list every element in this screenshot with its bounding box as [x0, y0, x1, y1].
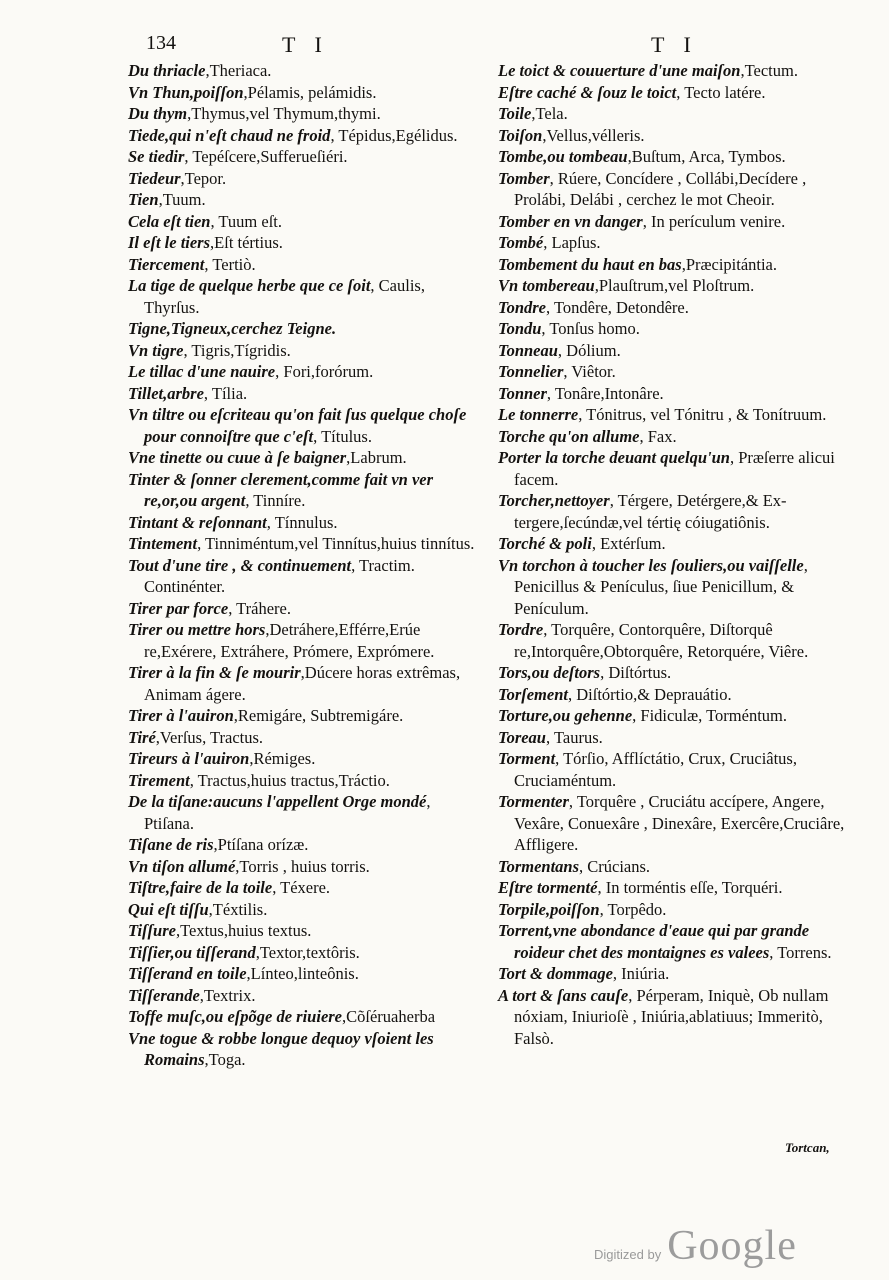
dictionary-entry: [498, 684, 846, 706]
dictionary-entry: [498, 146, 846, 168]
dictionary-entry: [128, 361, 483, 383]
entry-latin-translation: , Taurus.: [546, 727, 603, 747]
entry-latin-translation: ,Labrum.: [346, 448, 407, 467]
entry-latin-translation: , Tractim. Continénter.: [144, 555, 415, 596]
dictionary-entry: [498, 856, 846, 878]
dictionary-entry: [128, 899, 483, 921]
dictionary-entry: [498, 404, 846, 426]
entry-french-term: Eſtre caché & ſouz le toict: [498, 82, 677, 102]
entry-latin-translation: , Fori,forórum.: [275, 362, 374, 381]
dictionary-entry: [128, 60, 483, 82]
dictionary-entry: [498, 447, 846, 490]
entry-latin-translation: , Diſtórtus.: [600, 663, 672, 682]
dictionary-entry: [128, 770, 483, 792]
entry-french-term: Vn tombereau: [498, 276, 595, 295]
entry-french-term: Tort & dommage: [498, 964, 613, 983]
dictionary-entry: [498, 705, 846, 727]
entry-french-term: Tors,ou deſtors: [498, 663, 601, 682]
dictionary-entry: [498, 920, 846, 963]
dictionary-entry: [498, 533, 846, 555]
entry-latin-translation: , Extérſum.: [591, 534, 666, 553]
entry-french-term: Vn tiltre ou eſcriteau qu'on fait ſus quelque choſe pour connoiſtre que c'eſt: [128, 405, 467, 446]
entry-french-term: Tombement du haut en bas: [498, 254, 682, 274]
entry-latin-translation: , Pérperam, Iniquè, Ob nullam nóxiam, Iniurioſè , Iniúria,ablatiuus; Immeritò, Falsò.: [514, 985, 829, 1048]
entry-french-term: Se tiedir: [128, 147, 185, 166]
dictionary-entry: [498, 318, 846, 340]
entry-french-term: Vne tinette ou cuue à ſe baigner: [128, 448, 347, 467]
dictionary-entry: [498, 254, 846, 276]
dictionary-entry: [128, 103, 483, 125]
entry-latin-translation: , Ptiſana.: [144, 792, 431, 833]
entry-french-term: Tiſane de ris: [128, 835, 214, 854]
entry-latin-translation: , Tília.: [203, 383, 248, 403]
dictionary-entry: [128, 985, 483, 1007]
entry-french-term: Le toict & couuerture d'une maiſon: [498, 61, 741, 80]
dictionary-entry: [128, 232, 483, 254]
page-number: 134: [146, 32, 176, 54]
entry-latin-translation: ,Thymus,vel Thymum,thymi.: [187, 104, 381, 123]
dictionary-entry: [128, 877, 483, 899]
entry-french-term: Tonner: [498, 383, 547, 403]
entry-latin-translation: ,Verſus, Tractus.: [155, 727, 264, 747]
entry-latin-translation: , Tecto latére.: [676, 82, 766, 102]
entry-french-term: Tirer à la fin & ſe mourir: [128, 663, 301, 682]
entry-latin-translation: ,Pélamis, pelámidis.: [243, 82, 377, 102]
entry-latin-translation: , Tepéſcere,Sufferueſiéri.: [184, 147, 348, 166]
entry-french-term: Tiré: [128, 727, 156, 747]
entry-french-term: Tormentans: [498, 856, 580, 876]
entry-french-term: Vn tigre: [128, 340, 184, 360]
dictionary-entry: [128, 920, 483, 942]
left-column: [128, 60, 483, 1071]
entry-latin-translation: ,Cõſéruaherba: [342, 1007, 436, 1026]
entry-french-term: Cela eſt tien: [128, 211, 211, 231]
entry-french-term: Toreau: [498, 727, 546, 747]
entry-french-term: Tinter & ſonner clerement,comme fait vn ver re,or,ou argent: [128, 469, 434, 510]
dictionary-entry: [498, 727, 846, 749]
entry-french-term: Le tillac d'une nauire: [128, 362, 276, 381]
entry-french-term: Tonneau: [498, 340, 558, 360]
dictionary-entry: [128, 942, 483, 964]
dictionary-entry: [498, 340, 846, 362]
dictionary-entry: [128, 856, 483, 878]
entry-latin-translation: , Viêtor.: [563, 362, 616, 381]
entry-latin-translation: ,Textus,huius textus.: [175, 921, 312, 940]
page-header: [0, 30, 889, 58]
dictionary-entry: [128, 383, 483, 405]
entry-latin-translation: , Tractus,huius tractus,Tráctio.: [189, 770, 390, 790]
right-column: [498, 60, 846, 1049]
entry-latin-translation: , Tráhere.: [228, 598, 291, 618]
entry-french-term: Torrent,vne abondance d'eaue qui par grande roideur chet des montaignes es valees: [498, 921, 810, 962]
entry-french-term: Tomber en vn danger: [498, 211, 643, 231]
dictionary-entry: [498, 275, 846, 297]
entry-latin-translation: , In torméntis eſſe, Torquéri.: [597, 878, 783, 897]
entry-french-term: Il eſt le tiers: [128, 233, 211, 252]
entry-french-term: Tirer par force: [128, 598, 229, 618]
dictionary-entry: [128, 404, 483, 447]
dictionary-entry: [128, 963, 483, 985]
dictionary-entry: [128, 1028, 483, 1071]
dictionary-entry: [498, 211, 846, 233]
entry-french-term: Tombé: [498, 233, 544, 252]
entry-french-term: Tiſtre,faire de la toile: [128, 878, 273, 897]
entry-french-term: Toile: [498, 104, 532, 123]
entry-french-term: Tomber: [498, 168, 550, 188]
entry-french-term: Torſement: [498, 684, 568, 704]
entry-french-term: Tiſſier,ou tiſſerand: [128, 942, 256, 962]
entry-french-term: Tirer à l'auiron: [128, 706, 234, 725]
entry-french-term: Tintement: [128, 534, 198, 553]
dictionary-entry: [128, 512, 483, 534]
entry-french-term: Vn Thun,poiſſon: [128, 82, 244, 102]
entry-french-term: La tige de quelque herbe que ce ſoit: [128, 276, 371, 295]
entry-latin-translation: , Tépidus,Egélidus.: [330, 125, 458, 145]
entry-french-term: Tiſſure: [128, 921, 176, 940]
entry-french-term: Tombe,ou tombeau: [498, 147, 628, 166]
entry-latin-translation: ,Ptíſana orízæ.: [213, 835, 309, 854]
dictionary-entry: [128, 82, 483, 104]
entry-french-term: Tirement: [128, 770, 190, 790]
entry-latin-translation: , Diſtórtio,& Deprauátio.: [567, 684, 732, 704]
entry-latin-translation: , Tondêre, Detondêre.: [546, 297, 689, 317]
entry-latin-translation: , Tuum eſt.: [210, 211, 283, 231]
dictionary-entry: [128, 275, 483, 318]
dictionary-entry: [498, 963, 846, 985]
entry-latin-translation: , Lapſus.: [543, 233, 601, 252]
dictionary-entry: [498, 60, 846, 82]
entry-french-term: Du thriacle: [128, 61, 206, 80]
entry-french-term: Porter la torche deuant quelqu'un: [498, 448, 730, 467]
entry-latin-translation: ,Tectum.: [740, 61, 798, 80]
entry-latin-translation: , Torquêre , Cruciátu accípere, Angere, Vexâre, Conuexâre , Dinexâre, Exercêre,Cruciâre, Affligere.: [514, 792, 845, 854]
dictionary-entry: [498, 103, 846, 125]
digitized-by-label: Digitized by: [594, 1247, 662, 1262]
dictionary-entry: [498, 619, 846, 662]
dictionary-entry: [128, 469, 483, 512]
entry-french-term: Tiede,qui n'eſt chaud ne froid: [128, 125, 331, 145]
entry-french-term: De la tiſane:aucuns l'appellent Orge mondé: [128, 792, 427, 811]
dictionary-entry: [498, 383, 846, 405]
dictionary-entry: [498, 426, 846, 448]
dictionary-entry: [128, 791, 483, 834]
entry-latin-translation: , Títulus.: [313, 426, 372, 446]
dictionary-entry: [498, 985, 846, 1050]
entry-latin-translation: ,Detráhere,Efférre,Erúe re,Exérere, Extráhere, Prómere, Exprómere.: [144, 620, 435, 661]
dictionary-entry: [128, 748, 483, 770]
dictionary-entry: [128, 533, 483, 555]
dictionary-entry: [128, 340, 483, 362]
entry-latin-translation: , Tigris,Tígridis.: [183, 340, 291, 360]
entry-french-term: Tondre: [498, 297, 546, 317]
entry-latin-translation: ,Buſtum, Arca, Tymbos.: [627, 147, 786, 166]
dictionary-entry: [128, 146, 483, 168]
entry-latin-translation: , Fax.: [639, 426, 677, 446]
dictionary-entry: [498, 748, 846, 791]
entry-french-term: Tiſſerande: [128, 985, 200, 1005]
entry-latin-translation: , Tinníre.: [245, 491, 306, 510]
entry-french-term: Torture,ou gehenne: [498, 706, 633, 725]
entry-latin-translation: ,Línteo,linteônis.: [246, 964, 359, 983]
entry-french-term: Eſtre tormenté: [498, 878, 598, 897]
entry-latin-translation: ,Eſt tértius.: [210, 233, 283, 252]
entry-french-term: Tondu: [498, 319, 542, 338]
entry-french-term: Tigne,Tigneux,cerchez Teigne.: [128, 319, 337, 338]
entry-latin-translation: , Præſerre alicui facem.: [514, 448, 835, 489]
entry-latin-translation: ,Tuum.: [158, 190, 206, 209]
entry-latin-translation: , Tertiò.: [204, 254, 256, 274]
dictionary-entry: [128, 189, 483, 211]
entry-latin-translation: , Rúere, Concídere , Collábi,Decídere , Prolábi, Delábi , cerchez le mot Cheoir.: [514, 168, 807, 209]
entry-latin-translation: ,Toga.: [204, 1050, 246, 1069]
entry-latin-translation: ,Plauſtrum,vel Ploſtrum.: [594, 276, 755, 295]
entry-latin-translation: , Iniúria.: [612, 964, 670, 983]
entry-latin-translation: , Tonâre,Intonâre.: [546, 383, 664, 403]
catchword: Tortcan,: [785, 1140, 830, 1155]
entry-latin-translation: , Tonſus homo.: [541, 319, 640, 338]
entry-latin-translation: ,Textor,textôris.: [255, 942, 360, 962]
dictionary-entry: [128, 727, 483, 749]
dictionary-entry: [128, 318, 483, 340]
entry-french-term: Tonnelier: [498, 362, 564, 381]
entry-latin-translation: ,Dúcere horas extrêmas, Animam ágere.: [144, 663, 461, 704]
dictionary-entry: [128, 168, 483, 190]
dictionary-entry: [128, 834, 483, 856]
entry-latin-translation: ,Vellus,vélleris.: [542, 125, 645, 145]
entry-latin-translation: , Crúcians.: [579, 856, 651, 876]
entry-french-term: A tort & ſans cauſe: [498, 985, 629, 1005]
dictionary-entry: [128, 705, 483, 727]
entry-latin-translation: ,Torris , huius torris.: [235, 856, 370, 876]
dictionary-entry: [498, 877, 846, 899]
entry-french-term: Tillet,arbre: [128, 383, 204, 403]
dictionary-entry: [128, 447, 483, 469]
entry-latin-translation: ,Tela.: [531, 104, 568, 123]
entry-french-term: Tordre: [498, 620, 544, 639]
entry-french-term: Vne togue & robbe longue dequoy vſoient les Romains: [128, 1028, 434, 1069]
entry-latin-translation: ,Remigáre, Subtremigáre.: [233, 706, 404, 725]
entry-latin-translation: , Torquêre, Contorquêre, Diſtorquê re,Intorquêre,Obtorquêre, Retorquére, Viêre.: [514, 620, 809, 661]
entry-latin-translation: ,Textrix.: [199, 985, 256, 1005]
dictionary-entry: [498, 232, 846, 254]
entry-french-term: Torment: [498, 749, 556, 768]
entry-french-term: Tiercement: [128, 254, 205, 274]
entry-french-term: Toffe muſc,ou eſpõge de riuiere: [128, 1007, 343, 1026]
entry-latin-translation: ,Tepor.: [180, 168, 227, 188]
entry-latin-translation: , Torpêdo.: [599, 899, 667, 919]
dictionary-entry: [128, 125, 483, 147]
dictionary-entry: [128, 662, 483, 705]
dictionary-entry: [498, 168, 846, 211]
entry-french-term: Torpile,poiſſon: [498, 899, 600, 919]
entry-french-term: Qui eſt tiſſu: [128, 899, 209, 919]
entry-latin-translation: , Penicillus & Penículus, ſiue Penicillum, & Penículum.: [514, 555, 808, 618]
entry-latin-translation: , Tínnulus.: [266, 512, 338, 532]
entry-french-term: Tormenter: [498, 792, 569, 811]
entry-latin-translation: , Dólium.: [557, 340, 621, 360]
dictionary-entry: [498, 490, 846, 533]
running-head-left: T I: [282, 32, 329, 57]
entry-latin-translation: , Torrens.: [769, 942, 832, 962]
entry-latin-translation: , Tinniméntum,vel Tinnítus,huius tinnítus.: [197, 534, 475, 553]
google-logo: Google: [667, 1223, 797, 1269]
entry-latin-translation: , Caulis, Thyrſus.: [144, 276, 425, 317]
entry-latin-translation: , In perículum venire.: [642, 211, 786, 231]
dictionary-entry: [498, 125, 846, 147]
entry-french-term: Tintant & reſonnant: [128, 512, 267, 532]
entry-french-term: Vn torchon à toucher les ſouliers,ou vaiſſelle: [498, 555, 804, 575]
dictionary-entry: [128, 254, 483, 276]
entry-french-term: Vn tiſon allumé: [128, 856, 236, 876]
dictionary-entry: [498, 297, 846, 319]
entry-french-term: Le tonnerre: [498, 405, 579, 424]
entry-latin-translation: ,Rémiges.: [249, 749, 316, 768]
entry-latin-translation: ,Præcipitántia.: [681, 254, 778, 274]
entry-latin-translation: ,Téxtilis.: [208, 899, 268, 919]
entry-latin-translation: , Fidiculæ, Torméntum.: [632, 706, 788, 725]
digitized-by-watermark: [594, 1222, 797, 1270]
entry-latin-translation: , Téxere.: [272, 878, 331, 897]
dictionary-entry: [128, 1006, 483, 1028]
entry-latin-translation: , Tórſio, Afflíctátio, Crux, Cruciâtus, Cruciaméntum.: [514, 749, 797, 790]
entry-latin-translation: , Tónitrus, vel Tónitru , & Tonítruum.: [578, 405, 827, 424]
running-head-right: T I: [651, 32, 698, 57]
entry-french-term: Tien: [128, 190, 159, 209]
dictionary-entry: [498, 555, 846, 620]
dictionary-entry: [128, 598, 483, 620]
entry-french-term: Torché & poli: [498, 534, 592, 553]
dictionary-entry: [498, 791, 846, 856]
entry-french-term: Tiedeur: [128, 168, 181, 188]
dictionary-entry: [498, 662, 846, 684]
entry-french-term: Tout d'une tire , & continuement: [128, 555, 352, 575]
entry-french-term: Du thym: [128, 104, 188, 123]
entry-french-term: Toiſon: [498, 125, 543, 145]
entry-french-term: Torcher,nettoyer: [498, 491, 610, 510]
entry-latin-translation: ,Theriaca.: [205, 61, 272, 80]
dictionary-entry: [498, 361, 846, 383]
entry-latin-translation: , Térgere, Detérgere,& Extergere,ſecúndæ,vel tértię cóiugatiônis.: [514, 491, 787, 532]
entry-french-term: Tirer ou mettre hors: [128, 620, 266, 639]
dictionary-entry: [128, 211, 483, 233]
dictionary-entry: [498, 899, 846, 921]
entry-french-term: Tireurs à l'auiron: [128, 749, 250, 768]
dictionary-entry: [128, 619, 483, 662]
dictionary-entry: [498, 82, 846, 104]
entry-french-term: Torche qu'on allume: [498, 426, 640, 446]
dictionary-entry: [128, 555, 483, 598]
entry-french-term: Tiſſerand en toile: [128, 964, 247, 983]
